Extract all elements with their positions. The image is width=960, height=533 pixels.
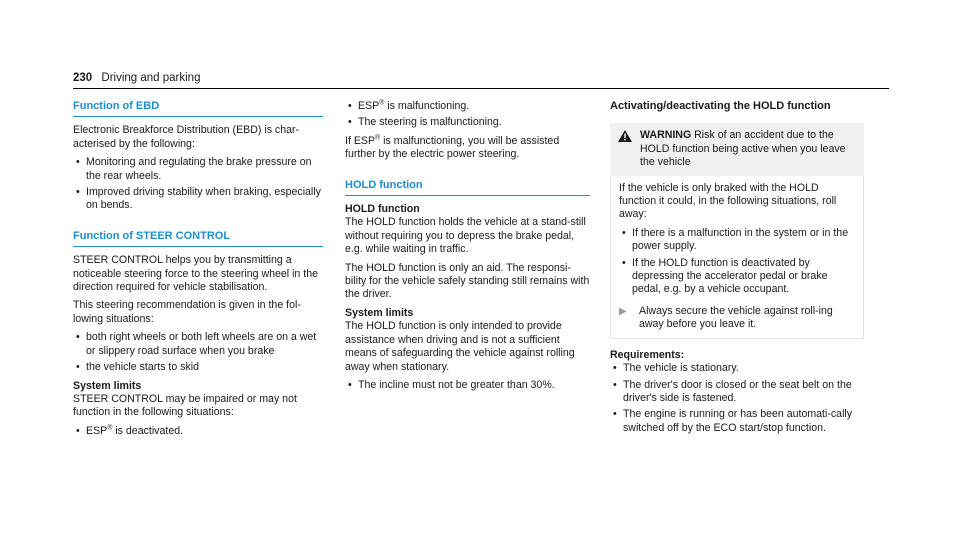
warning-box	[610, 123, 864, 338]
list-item: • The incline must not be greater than 30%.	[345, 379, 590, 392]
requirements-list	[610, 362, 865, 435]
list-item: • If the HOLD function is deactivated by depressing the accelerator pedal or brake pedal, e.g. by a vehicle occupant.	[619, 257, 855, 297]
hold-limits-text: The HOLD function is only intended to provide assistance when driving and is not a sufficient means of safeguarding the vehicle against rolling away when stationary.	[345, 320, 575, 373]
hold-paragraph-1: The HOLD function holds the vehicle at a stand-still without requiring you to depress the brake pedal, e.g. while waiting in traffic.	[345, 216, 586, 256]
list-item: • Improved driving stability when braking, especially on bends.	[73, 186, 323, 213]
list-item: • the vehicle starts to skid	[73, 361, 323, 374]
note-text: Always secure the vehicle against roll-ing away before you leave it.	[639, 304, 833, 331]
warning-bullet-list	[619, 227, 855, 297]
list-item: • The driver's door is closed or the seat belt on the driver's side is fastened.	[610, 379, 865, 406]
steer-situations-list	[73, 331, 323, 374]
ebd-intro: Electronic Breakforce Distribution (EBD) is char-acterised by the following:	[73, 124, 300, 150]
warning-text: If the vehicle is only braked with the HOLD function it could, in the following situations, roll away:	[619, 181, 837, 221]
steer-limits-heading: System limits	[73, 379, 142, 392]
warning-triangle-icon	[618, 130, 632, 142]
warning-body	[610, 176, 864, 339]
list-item: • The steering is malfunctioning.	[345, 116, 590, 129]
column-2	[345, 100, 590, 397]
column-3	[610, 100, 865, 440]
section-heading-hold: HOLD function	[345, 179, 590, 196]
steer-limits-list	[73, 425, 323, 438]
page-header	[73, 72, 200, 84]
header-rule	[73, 88, 889, 89]
warning-label: WARNING	[640, 129, 692, 142]
hold-limits-heading: System limits	[345, 306, 414, 319]
steer-limits-text: STEER CONTROL may be impaired or may not function in the following situations:	[73, 392, 297, 419]
play-arrow-icon: ▶	[619, 305, 627, 317]
section-heading-ebd: Function of EBD	[73, 100, 323, 117]
requirements-heading: Requirements:	[610, 348, 685, 361]
list-item: • If there is a malfunction in the system or in the power supply.	[619, 227, 855, 254]
list-item: • The engine is running or has been automati-cally switched off by the ECO start/stop function.	[610, 408, 865, 435]
ebd-bullet-list	[73, 156, 323, 213]
hold-paragraph-2: The HOLD function is only an aid. The responsi-bility for the vehicle safely standing still remains with the driver.	[345, 261, 590, 301]
note	[619, 305, 855, 332]
list-item: • The vehicle is stationary.	[610, 362, 865, 375]
warning-header	[610, 123, 864, 175]
section-heading-steer-control: Function of STEER CONTROL	[73, 230, 323, 247]
activating-heading: Activating/deactivating the HOLD function	[610, 100, 831, 112]
column-1	[73, 100, 323, 443]
list-item: • ESP® is deactivated.	[73, 425, 323, 438]
steer-limits-list-continued	[345, 100, 590, 130]
hold-limits-list	[345, 379, 590, 392]
list-item: • both right wheels or both left wheels are on a wet or slippery road surface when you brake	[73, 331, 323, 358]
hold-subheading: HOLD function	[345, 203, 420, 216]
steer-paragraph-1: STEER CONTROL helps you by transmitting a noticeable steering force to the steering wheel in the direction required for vehicle stabilisation.	[73, 254, 318, 294]
page-number: 230	[73, 72, 93, 84]
list-item: • ESP® is malfunctioning.	[345, 100, 590, 113]
chapter-title: Driving and parking	[101, 72, 201, 84]
list-item: • Monitoring and regulating the brake pressure on the rear wheels.	[73, 156, 323, 183]
warning-title: WARNING Risk of an accident due to the HOLD function being active when you leave the vehicle	[640, 129, 846, 169]
steer-paragraph-2: This steering recommendation is given in the fol-lowing situations:	[73, 299, 301, 325]
steer-assist-text: If ESP® is malfunctioning, you will be assisted further by the electric power steering.	[345, 134, 560, 161]
